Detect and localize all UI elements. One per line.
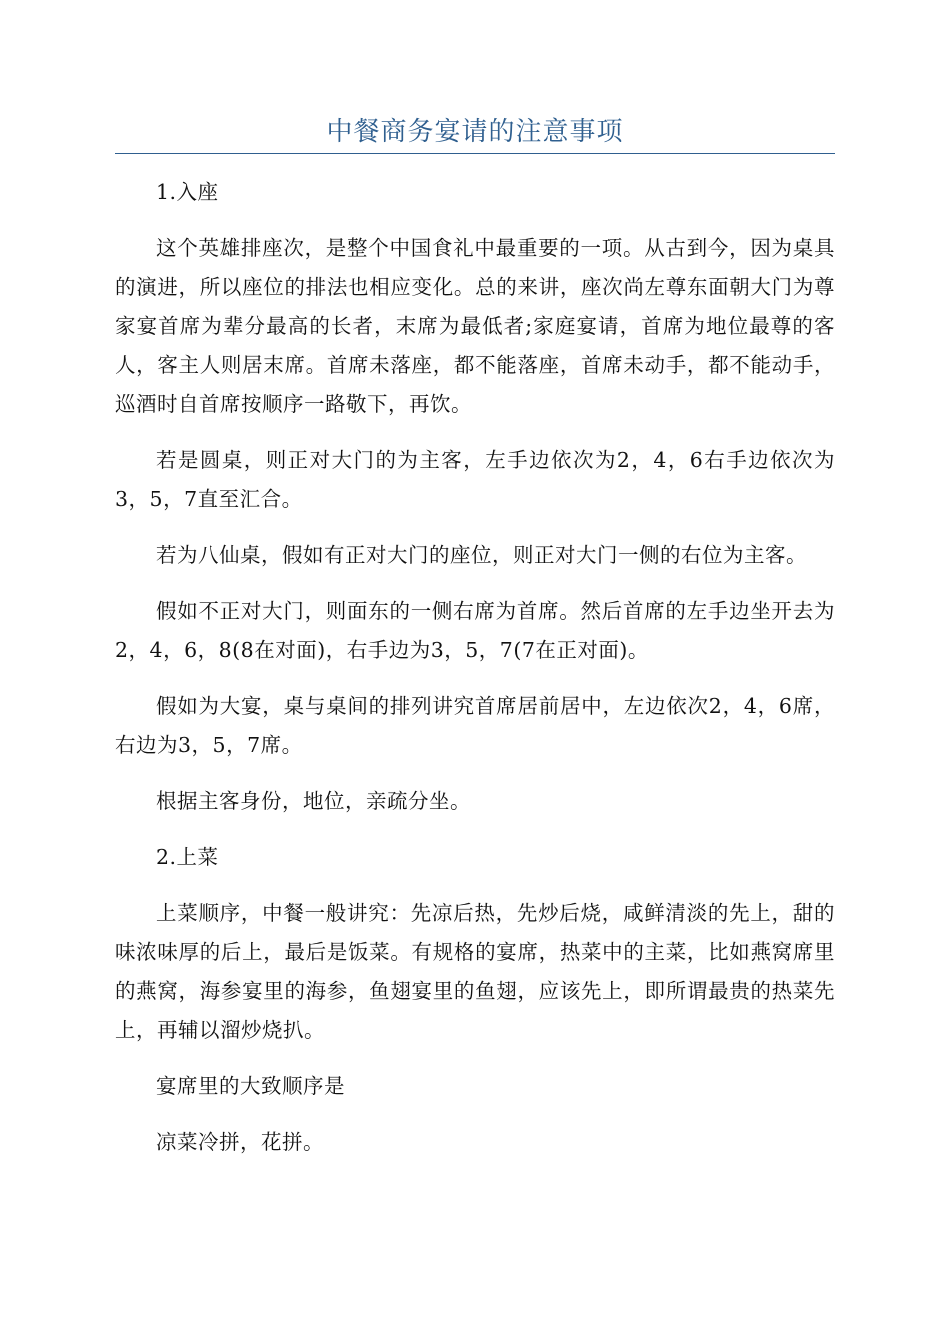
paragraph-seating-intro: 这个英雄排座次，是整个中国食礼中最重要的一项。从古到今，因为桌具的演进，所以座位的排法也相应变化。总的来讲，座次尚左尊东面朝大门为尊家宴首席为辈分最高的长者，末席为最低者;家庭宴请，首席为地位最尊的客人，客主人则居末席。首席未落座，都不能落座，首席未动手，都不能动手，巡酒时自首席按顺序一路敬下，再饮。 — [115, 236, 835, 416]
paragraph-seat-by-status: 根据主客身份，地位，亲疏分坐。 — [156, 789, 471, 813]
paragraph-large-banquet: 假如为大宴，桌与桌间的排列讲究首席居前居中，左边依次2，4，6席，右边为3，5，7席。 — [115, 694, 835, 757]
paragraph-serving-order: 上菜顺序，中餐一般讲究：先凉后热，先炒后烧，咸鲜清淡的先上，甜的味浓味厚的后上，最后是饭菜。有规格的宴席，热菜中的主菜，比如燕窝席里的燕窝，海参宴里的海参，鱼翅宴里的鱼翅，应该先上，即所谓最贵的热菜先上，再辅以溜炒烧扒。 — [115, 901, 835, 1042]
section-heading-serving: 2.上菜 — [156, 845, 219, 869]
paragraph-square-table: 若为八仙桌，假如有正对大门的座位，则正对大门一侧的右位为主客。 — [156, 543, 807, 567]
section-heading-seating: 1.入座 — [156, 180, 219, 204]
document-title: 中餐商务宴请的注意事项 — [326, 117, 624, 147]
paragraph-banquet-sequence: 宴席里的大致顺序是 — [156, 1074, 345, 1098]
paragraph-round-table: 若是圆桌，则正对大门的为主客，左手边依次为2，4，6右手边依次为3，5，7直至汇合。 — [115, 448, 835, 511]
title-underline — [115, 153, 835, 154]
paragraph-cold-dishes: 凉菜冷拼，花拼。 — [156, 1130, 324, 1154]
document-body — [115, 173, 835, 1179]
paragraph-not-facing-door: 假如不正对大门，则面东的一侧右席为首席。然后首席的左手边坐开去为2，4，6，8(8在对面)，右手边为3，5，7(7在正对面)。 — [115, 599, 835, 662]
